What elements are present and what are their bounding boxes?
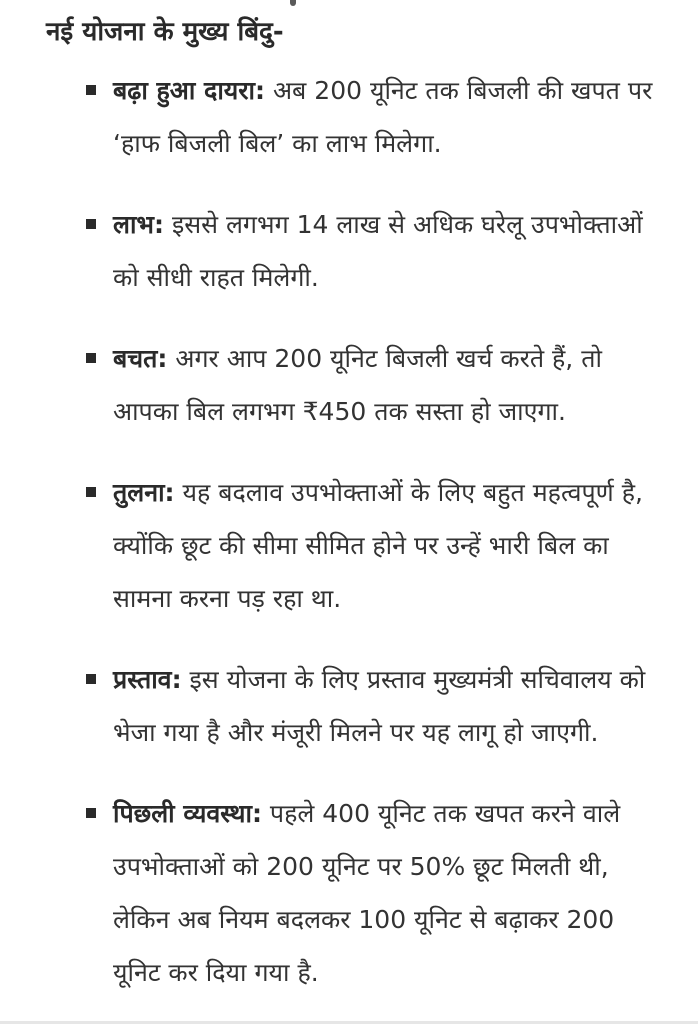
point-term: बचत: xyxy=(113,344,168,373)
point-term: लाभ: xyxy=(113,210,164,239)
square-bullet-icon xyxy=(86,674,96,684)
point-term: प्रस्ताव: xyxy=(113,665,182,694)
list-item xyxy=(0,787,698,999)
square-bullet-icon xyxy=(86,219,96,229)
point-term: बढ़ा हुआ दायरा: xyxy=(113,76,266,105)
square-bullet-icon xyxy=(86,808,96,818)
list-item xyxy=(0,466,698,625)
point-term: तुलना: xyxy=(113,478,175,507)
key-points-list xyxy=(0,64,698,1027)
list-item xyxy=(0,653,698,759)
point-text: इस योजना के लिए प्रस्ताव मुख्यमंत्री सचिवालय को भेजा गया है और मंजूरी मिलने पर यह लागू हो जाएगी. xyxy=(113,665,646,747)
point-text: पहले 400 यूनिट तक खपत करने वाले उपभोक्ताओं को 200 यूनिट पर 50% छूट मिलती थी, लेकिन अब नियम बदलकर 100 यूनिट से बढ़ाकर 200 यूनिट कर दिया गया है. xyxy=(113,799,621,987)
section-heading: नई योजना के मुख्य बिंदु- xyxy=(46,17,284,47)
point-text: इससे लगभग 14 लाख से अधिक घरेलू उपभोक्ताओं को सीधी राहत मिलेगी. xyxy=(113,210,643,292)
list-item xyxy=(0,198,698,304)
list-item xyxy=(0,332,698,438)
point-text: अगर आप 200 यूनिट बिजली खर्च करते हैं, तो आपका बिल लगभग ₹450 तक सस्ता हो जाएगा. xyxy=(113,344,602,426)
square-bullet-icon xyxy=(86,353,96,363)
list-item xyxy=(0,64,698,170)
point-text: अब 200 यूनिट तक बिजली की खपत पर ‘हाफ बिजली बिल’ का लाभ मिलेगा. xyxy=(113,76,653,158)
point-text: यह बदलाव उपभोक्ताओं के लिए बहुत महत्वपूर्ण है, क्योंकि छूट की सीमा सीमित होने पर उन्हें भारी बिल का सामना करना पड़ रहा था. xyxy=(113,478,643,613)
square-bullet-icon xyxy=(86,487,96,497)
square-bullet-icon xyxy=(86,85,96,95)
point-term: पिछली व्यवस्था: xyxy=(113,799,262,828)
cropped-text-fragment xyxy=(150,0,320,6)
